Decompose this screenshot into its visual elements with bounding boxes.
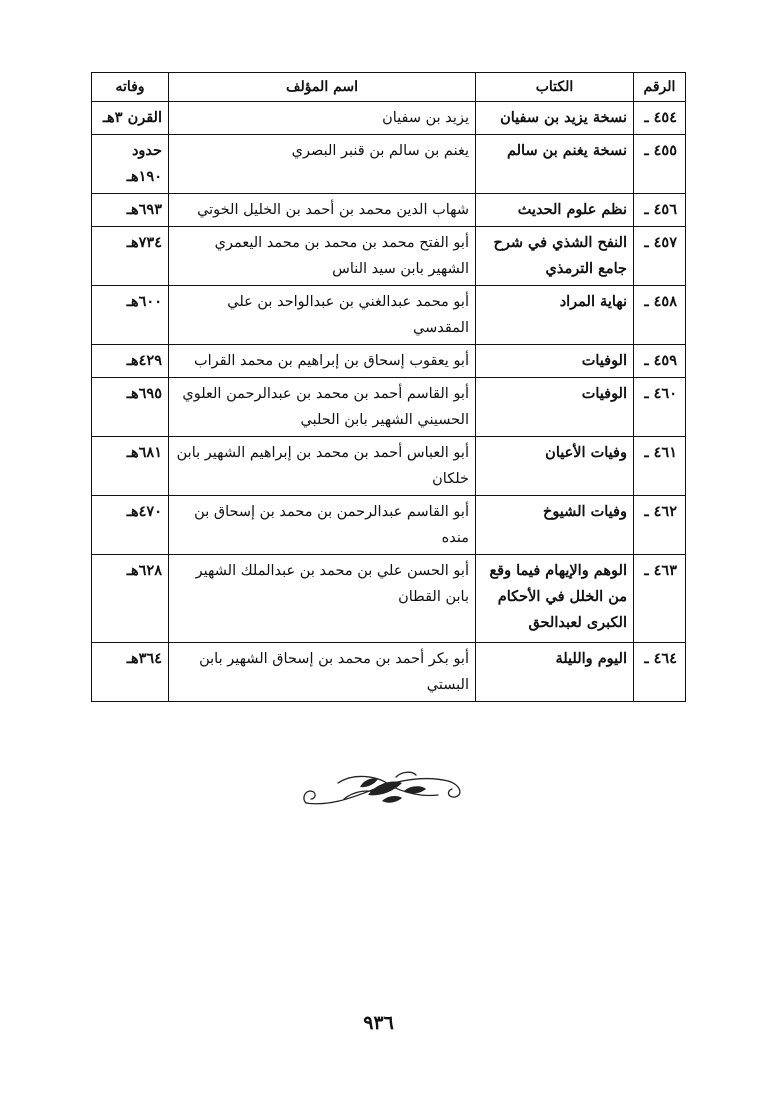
row-death-year: ٦٩٣هـ: [92, 194, 169, 227]
row-author-name: أبو يعقوب إسحاق بن إبراهيم بن محمد القراب: [169, 345, 476, 378]
table-row: [92, 378, 686, 437]
row-number: ٤٥٦ ـ: [634, 194, 686, 227]
row-author-name: أبو محمد عبدالغني بن عبدالواحد بن علي المقدسي: [169, 286, 476, 345]
row-book-title: اليوم والليلة: [476, 643, 634, 702]
row-author-name: أبو القاسم أحمد بن محمد بن عبدالرحمن العلوي الحسيني الشهير بابن الحلبي: [169, 378, 476, 437]
table-row: [92, 555, 686, 643]
table-row: [92, 135, 686, 194]
row-number: ٤٦١ ـ: [634, 437, 686, 496]
page-number: ٩٣٦: [363, 1012, 394, 1034]
floral-ornament-icon: [298, 765, 470, 813]
row-number: ٤٦٤ ـ: [634, 643, 686, 702]
row-book-title: الوفيات: [476, 345, 634, 378]
table-row: [92, 102, 686, 135]
table-row: [92, 194, 686, 227]
row-book-title: وفيات الأعيان: [476, 437, 634, 496]
table-row: [92, 227, 686, 286]
row-author-name: أبو القاسم عبدالرحمن بن محمد بن إسحاق بن منده: [169, 496, 476, 555]
row-book-title: الوهم والإيهام فيما وقع من الخلل في الأحكام الكبرى لعبدالحق: [476, 555, 634, 643]
header-author: اسم المؤلف: [169, 73, 476, 102]
table-row: [92, 496, 686, 555]
row-author-name: أبو الحسن علي بن محمد بن عبدالملك الشهير بابن القطان: [169, 555, 476, 643]
row-death-year: ٤٢٩هـ: [92, 345, 169, 378]
row-book-title: النفح الشذي في شرح جامع الترمذي: [476, 227, 634, 286]
header-number: الرقم: [634, 73, 686, 102]
row-number: ٤٥٤ ـ: [634, 102, 686, 135]
row-number: ٤٦٠ ـ: [634, 378, 686, 437]
row-death-year: ٤٧٠هـ: [92, 496, 169, 555]
row-number: ٤٥٩ ـ: [634, 345, 686, 378]
row-book-title: نسخة يزيد بن سفيان: [476, 102, 634, 135]
row-book-title: وفيات الشيوخ: [476, 496, 634, 555]
authors-table: [91, 72, 686, 702]
row-author-name: أبو العباس أحمد بن محمد بن إبراهيم الشهير بابن خلكان: [169, 437, 476, 496]
row-number: ٤٦٣ ـ: [634, 555, 686, 643]
table-row: [92, 643, 686, 702]
row-death-year: ٣٦٤هـ: [92, 643, 169, 702]
table-row: [92, 286, 686, 345]
row-death-year: ٦٩٥هـ: [92, 378, 169, 437]
table-row: [92, 345, 686, 378]
row-number: ٤٥٧ ـ: [634, 227, 686, 286]
row-number: ٤٥٨ ـ: [634, 286, 686, 345]
row-author-name: شهاب الدين محمد بن أحمد بن الخليل الخوتي: [169, 194, 476, 227]
table-row: [92, 437, 686, 496]
table-body: [92, 102, 686, 702]
row-number: ٤٥٥ ـ: [634, 135, 686, 194]
table-header-row: [92, 73, 686, 102]
row-book-title: نسخة يغنم بن سالم: [476, 135, 634, 194]
row-number: ٤٦٢ ـ: [634, 496, 686, 555]
row-death-year: ٧٣٤هـ: [92, 227, 169, 286]
row-book-title: الوفيات: [476, 378, 634, 437]
header-death: وفاته: [92, 73, 169, 102]
row-death-year: ٦٠٠هـ: [92, 286, 169, 345]
row-author-name: أبو بكر أحمد بن محمد بن إسحاق الشهير بابن البستي: [169, 643, 476, 702]
header-book: الكتاب: [476, 73, 634, 102]
row-book-title: نظم علوم الحديث: [476, 194, 634, 227]
row-death-year: ٦٢٨هـ: [92, 555, 169, 643]
row-author-name: أبو الفتح محمد بن محمد بن محمد اليعمري الشهير بابن سيد الناس: [169, 227, 476, 286]
row-death-year: القرن ٣هـ: [92, 102, 169, 135]
row-author-name: يزيد بن سفيان: [169, 102, 476, 135]
row-author-name: يغنم بن سالم بن قنبر البصري: [169, 135, 476, 194]
row-death-year: ٦٨١هـ: [92, 437, 169, 496]
row-death-year: حدود ١٩٠هـ: [92, 135, 169, 194]
row-book-title: نهاية المراد: [476, 286, 634, 345]
